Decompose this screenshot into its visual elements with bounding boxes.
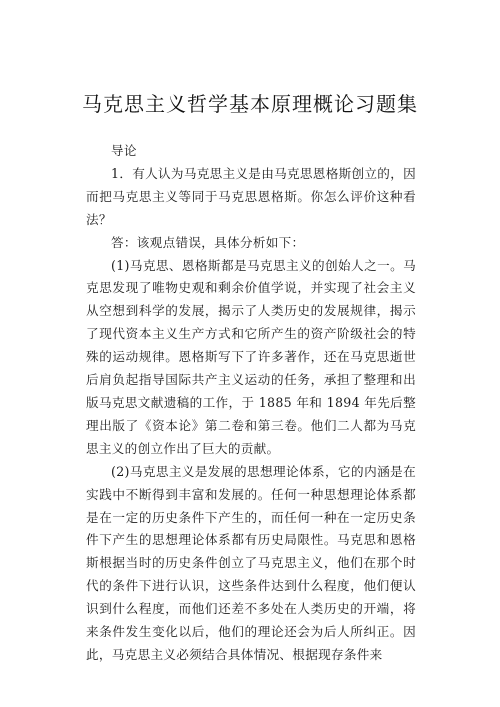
- answer-point-1-paragraph: (1)马克思、恩格斯都是马克思主义的创始人之一。马克思发现了唯物史观和剩余价值学说，并实现了社会主义从空想到科学的发展，揭示了人类历史的发展规律，揭示了现代资本主义生产方式和它所产生的资产阶级社会的特殊的运动规律。恩格斯写下了许多著作，还在马克思逝世后肩负起指导国际共产主义运动的任务，承担了整理和出版马克思文献遗稿的工作，于 1885 年和 1894 年先后整理出版了《资本论》第二卷和第三卷。他们二人都为马克思主义的创立作出了巨大的贡献。: [86, 257, 416, 456]
- answer-intro-paragraph: 答：该观点错误，具体分析如下：: [111, 234, 305, 250]
- document-body: [86, 140, 416, 667]
- document-title: 马克思主义哲学基本原理概论习题集: [82, 92, 418, 116]
- answer-point-2-paragraph: (2)马克思主义是发展的思想理论体系，它的内涵是在实践中不断得到丰富和发展的。任何一种思想理论体系都是在一定的历史条件下产生的，而任何一种在一定历史条件下产生的思想理论体系都有历史局限性。马克思和恩格斯根据当时的历史条件创立了马克思主义，他们在那个时代的条件下进行认识，这些条件达到什么程度，他们便认识到什么程度，而他们还差不多处在人类历史的开端，将来条件发生变化以后，他们的理论还会为后人所纠正。因此，马克思主义必须结合具体情况、根据现存条件来: [86, 463, 416, 662]
- question-paragraph: 1．有人认为马克思主义是由马克思恩格斯创立的，因而把马克思主义等同于马克思恩格斯。你怎么评价这种看法？: [86, 165, 416, 227]
- section-heading: 导论: [111, 143, 137, 158]
